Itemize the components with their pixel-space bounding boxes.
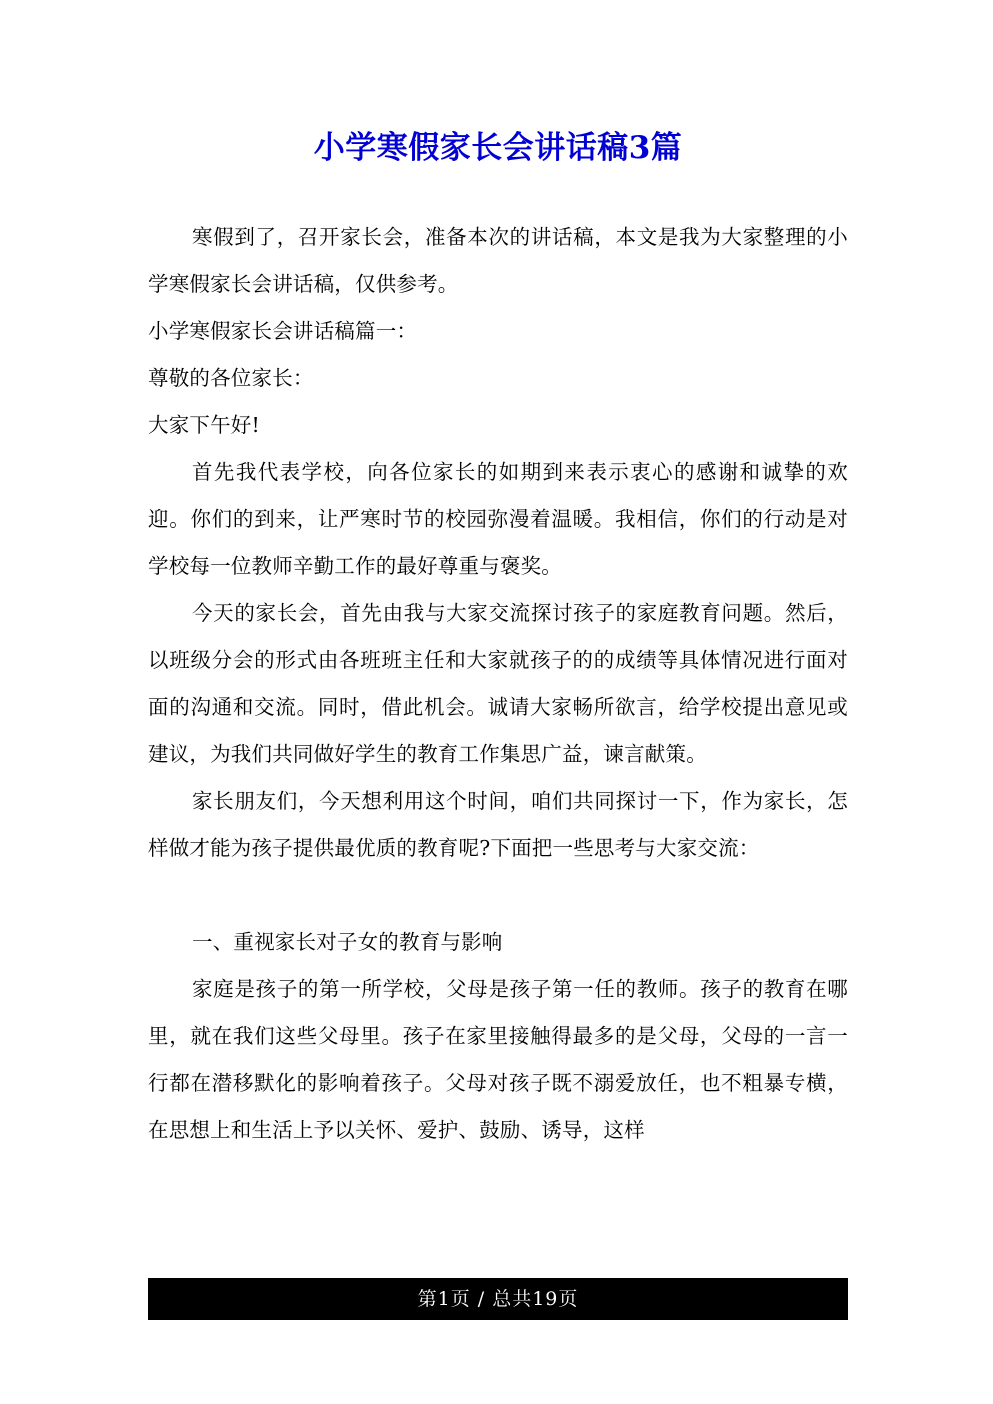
paragraph-discussion: 家长朋友们，今天想利用这个时间，咱们共同探讨一下，作为家长，怎样做才能为孩子提供最优质的教育呢?下面把一些思考与大家交流： bbox=[148, 789, 848, 860]
heading-section-one: 一、重视家长对子女的教育与影响 bbox=[192, 930, 503, 954]
page-title: 小学寒假家长会讲话稿3篇 bbox=[313, 130, 683, 166]
paragraph-intro: 寒假到了，召开家长会，准备本次的讲话稿，本文是我为大家整理的小学寒假家长会讲话稿，仅供参考。 bbox=[148, 225, 848, 296]
document-body bbox=[148, 214, 848, 1154]
paragraph-family-education: 家庭是孩子的第一所学校，父母是孩子第一任的教师。孩子的教育在哪里，就在我们这些父母里。孩子在家里接触得最多的是父母，父母的一言一行都在潜移默化的影响着孩子。父母对孩子既不溺爱放任，也不粗暴专横，在思想上和生活上予以关怀、爱护、鼓励、诱导，这样 bbox=[148, 977, 848, 1142]
paragraph-greeting: 大家下午好! bbox=[148, 413, 260, 437]
paragraph-section-label: 小学寒假家长会讲话稿篇一： bbox=[148, 319, 418, 343]
paragraph-agenda: 今天的家长会，首先由我与大家交流探讨孩子的家庭教育问题。然后，以班级分会的形式由各班班主任和大家就孩子的的成绩等具体情况进行面对面的沟通和交流。同时，借此机会。诚请大家畅所欲言，给学校提出意见或建议，为我们共同做好学生的教育工作集思广益，谏言献策。 bbox=[148, 601, 848, 766]
paragraph-salutation: 尊敬的各位家长： bbox=[148, 366, 314, 390]
paragraph-spacer bbox=[148, 872, 848, 919]
page-footer-bar bbox=[148, 1278, 848, 1320]
paragraph-welcome: 首先我代表学校，向各位家长的如期到来表示衷心的感谢和诚挚的欢迎。你们的到来，让严寒时节的校园弥漫着温暖。我相信，你们的行动是对学校每一位教师辛勤工作的最好尊重与褒奖。 bbox=[148, 460, 848, 578]
page-number-label: 第1页 / 总共19页 bbox=[417, 1288, 579, 1310]
